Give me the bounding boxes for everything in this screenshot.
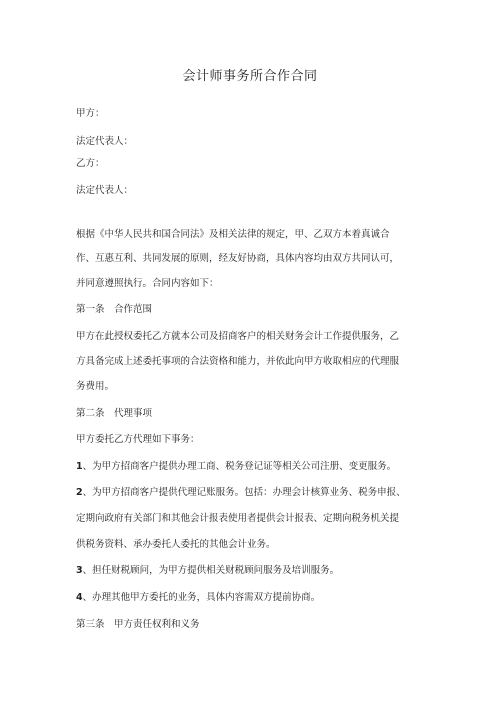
- article-1-heading: 第一条 合作范围: [76, 304, 153, 315]
- item-3-number: 3: [76, 565, 83, 576]
- item-2-text-line-3: 供税务资料、承办委托人委托的其他会计业务。: [76, 539, 276, 550]
- article-1-line-1: 甲方在此授权委托乙方就本公司及招商客户的相关财务会计工作提供服务，乙: [76, 331, 400, 342]
- item-1-number: 1: [76, 461, 83, 472]
- article-2-item-1: [76, 460, 426, 474]
- intro-line-3: 并同意遵照执行。合同内容如下：: [76, 278, 219, 289]
- party-b-representative-label: 法定代表人：: [76, 185, 134, 196]
- item-3-text: 、担任财税顾问，为甲方提供相关财税顾问服务及培训服务。: [82, 565, 340, 576]
- article-2-item-2: [76, 486, 426, 500]
- item-2-text-line-1: 、为甲方招商客户提供代理记账服务。包括：办理会计核算业务、税务申报、: [82, 487, 406, 498]
- article-1-line-3: 务费用。: [76, 381, 115, 392]
- item-2-number: 2: [76, 487, 83, 498]
- article-2-heading: 第二条 代理事项: [76, 408, 153, 419]
- article-3-heading: 第三条 甲方责任权利和义务: [76, 619, 200, 630]
- document-title: 会计师事务所合作合同: [182, 69, 318, 84]
- article-2-item-4: [76, 591, 426, 605]
- item-2-text-line-2: 定期向政府有关部门和其他会计报表使用者提供会计报表、定期向税务机关提: [76, 513, 400, 524]
- article-2-intro: 甲方委托乙方代理如下事务：: [76, 434, 200, 445]
- item-4-number: 4: [76, 592, 83, 603]
- party-a-label: 甲方：: [76, 108, 105, 119]
- item-1-text: 、为甲方招商客户提供办理工商、税务登记证等相关公司注册、变更服务。: [82, 461, 397, 472]
- article-1-line-2: 方具备完成上述委托事项的合法资格和能力，并依此向甲方收取相应的代理服: [76, 356, 400, 367]
- item-4-text: 、办理其他甲方委托的业务，具体内容需双方提前协商。: [82, 592, 321, 603]
- party-a-representative-label: 法定代表人：: [76, 136, 134, 147]
- intro-line-2: 作、互惠互利、共同发展的原则，经友好协商，具体内容均由双方共同认可，: [76, 253, 400, 264]
- article-2-item-3: [76, 564, 426, 578]
- party-b-label: 乙方：: [76, 158, 105, 169]
- intro-line-1: 根据《中华人民共和国合同法》及相关法律的规定，甲、乙双方本着真诚合: [76, 229, 390, 240]
